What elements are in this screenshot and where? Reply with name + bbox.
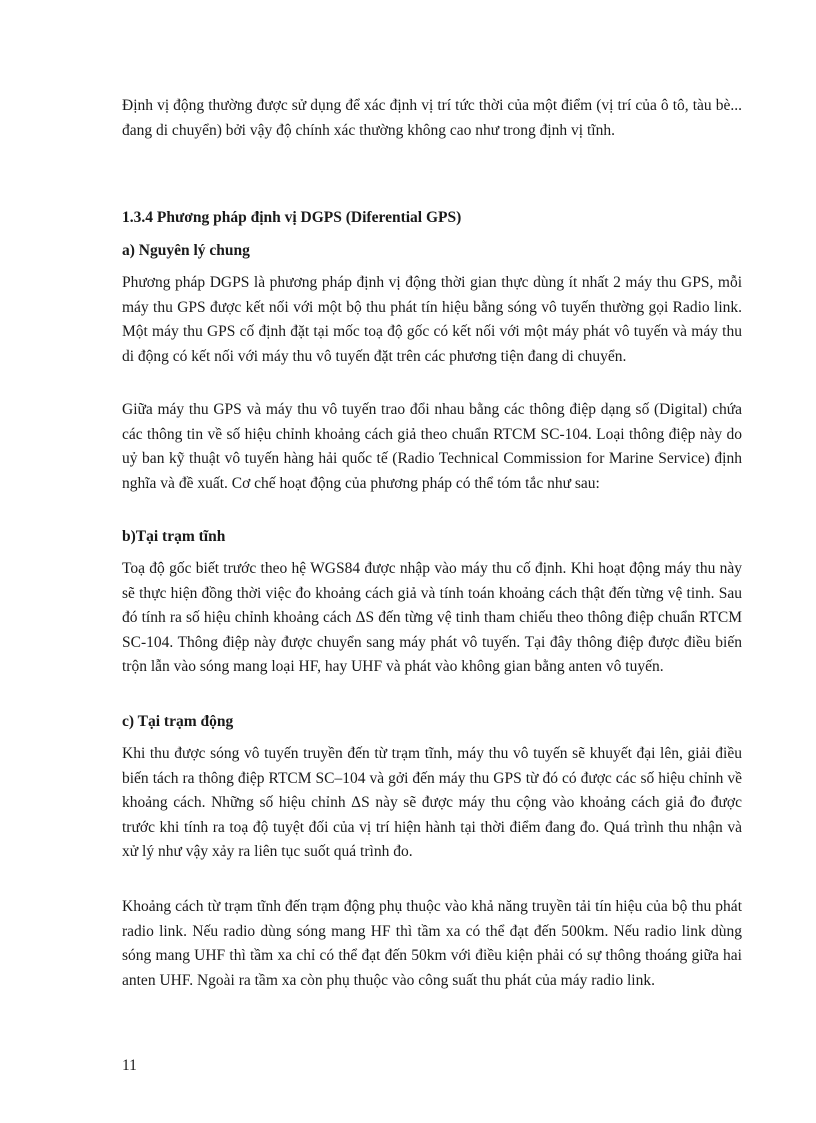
section-heading: 1.3.4 Phương pháp định vị DGPS (Diferential GPS) [122, 209, 462, 226]
page-number: 11 [122, 1057, 137, 1074]
paragraph-intro: Định vị động thường được sử dụng để xác định vị trí tức thời của một điểm (vị trí của ô tô, tàu bè... đang di chuyển) bởi vậy độ chính xác thường không cao như trong định vị tĩnh. [122, 97, 742, 139]
subheading-static-station: b)Tại trạm tĩnh [122, 528, 226, 545]
paragraph-range: Khoảng cách từ trạm tĩnh đến trạm động phụ thuộc vào khả năng truyền tải tín hiệu của bộ thu phát radio link. Nếu radio dùng sóng mang HF thì tầm xa có thể đạt đến 500km. Nếu radio link dùng sóng mang UHF thì tầm xa chỉ có thể đạt đến 50km với điều kiện phải có sự thông thoáng giữa hai anten UHF. Ngoài ra tầm xa còn phụ thuộc vào công suất thu phát của máy radio link. [122, 898, 742, 989]
subheading-mobile-station: c) Tại trạm động [122, 713, 234, 730]
subheading-principle: a) Nguyên lý chung [122, 242, 250, 259]
paragraph-principle: Phương pháp DGPS là phương pháp định vị động thời gian thực dùng ít nhất 2 máy thu GPS, mỗi máy thu GPS được kết nối với một bộ thu phát tín hiệu bằng sóng vô tuyến thường gọi Radio link. Một máy thu GPS cố định đặt tại mốc toạ độ gốc có kết nối với một máy phát vô tuyến và máy thu di động có kết nối với máy thu vô tuyến đặt trên các phương tiện đang di chuyển. [122, 274, 742, 365]
paragraph-messages: Giữa máy thu GPS và máy thu vô tuyến trao đổi nhau bằng các thông điệp dạng số (Digital) chứa các thông tin về số hiệu chỉnh khoảng cách giả theo chuẩn RTCM SC-104. Loại thông điệp này do uỷ ban kỹ thuật vô tuyến hàng hải quốc tế (Radio Technical Commission for Marine Service) định nghĩa và đề xuất. Cơ chế hoạt động của phương pháp có thể tóm tắc như sau: [122, 401, 742, 492]
paragraph-mobile-station: Khi thu được sóng vô tuyến truyền đến từ trạm tĩnh, máy thu vô tuyến sẽ khuyết đại lên, giải điều biến tách ra thông điệp RTCM SC–104 và gởi đến máy thu GPS từ đó có được các số hiệu chỉnh về khoảng cách. Những số hiệu chỉnh ΔS này sẽ được máy thu cộng vào khoảng cách giả đo được trước khi tính ra toạ độ tuyệt đối của vị trí hiện hành tại thời điểm đang đo. Quá trình thu nhận và xử lý như vậy xảy ra liên tục suốt quá trình đo. [122, 745, 742, 861]
paragraph-static-station: Toạ độ gốc biết trước theo hệ WGS84 được nhập vào máy thu cố định. Khi hoạt động máy thu này sẽ thực hiện đồng thời việc đo khoảng cách giả và tính toán khoảng cách thật đến từng vệ tinh. Sau đó tính ra số hiệu chỉnh khoảng cách ΔS đến từng vệ tinh tham chiếu theo thông điệp chuẩn RTCM SC-104. Thông điệp này được chuyển sang máy phát vô tuyến. Tại đây thông điệp được điều biến trộn lẫn vào sóng mang loại HF, hay UHF và phát vào không gian bằng anten vô tuyến. [122, 560, 742, 676]
